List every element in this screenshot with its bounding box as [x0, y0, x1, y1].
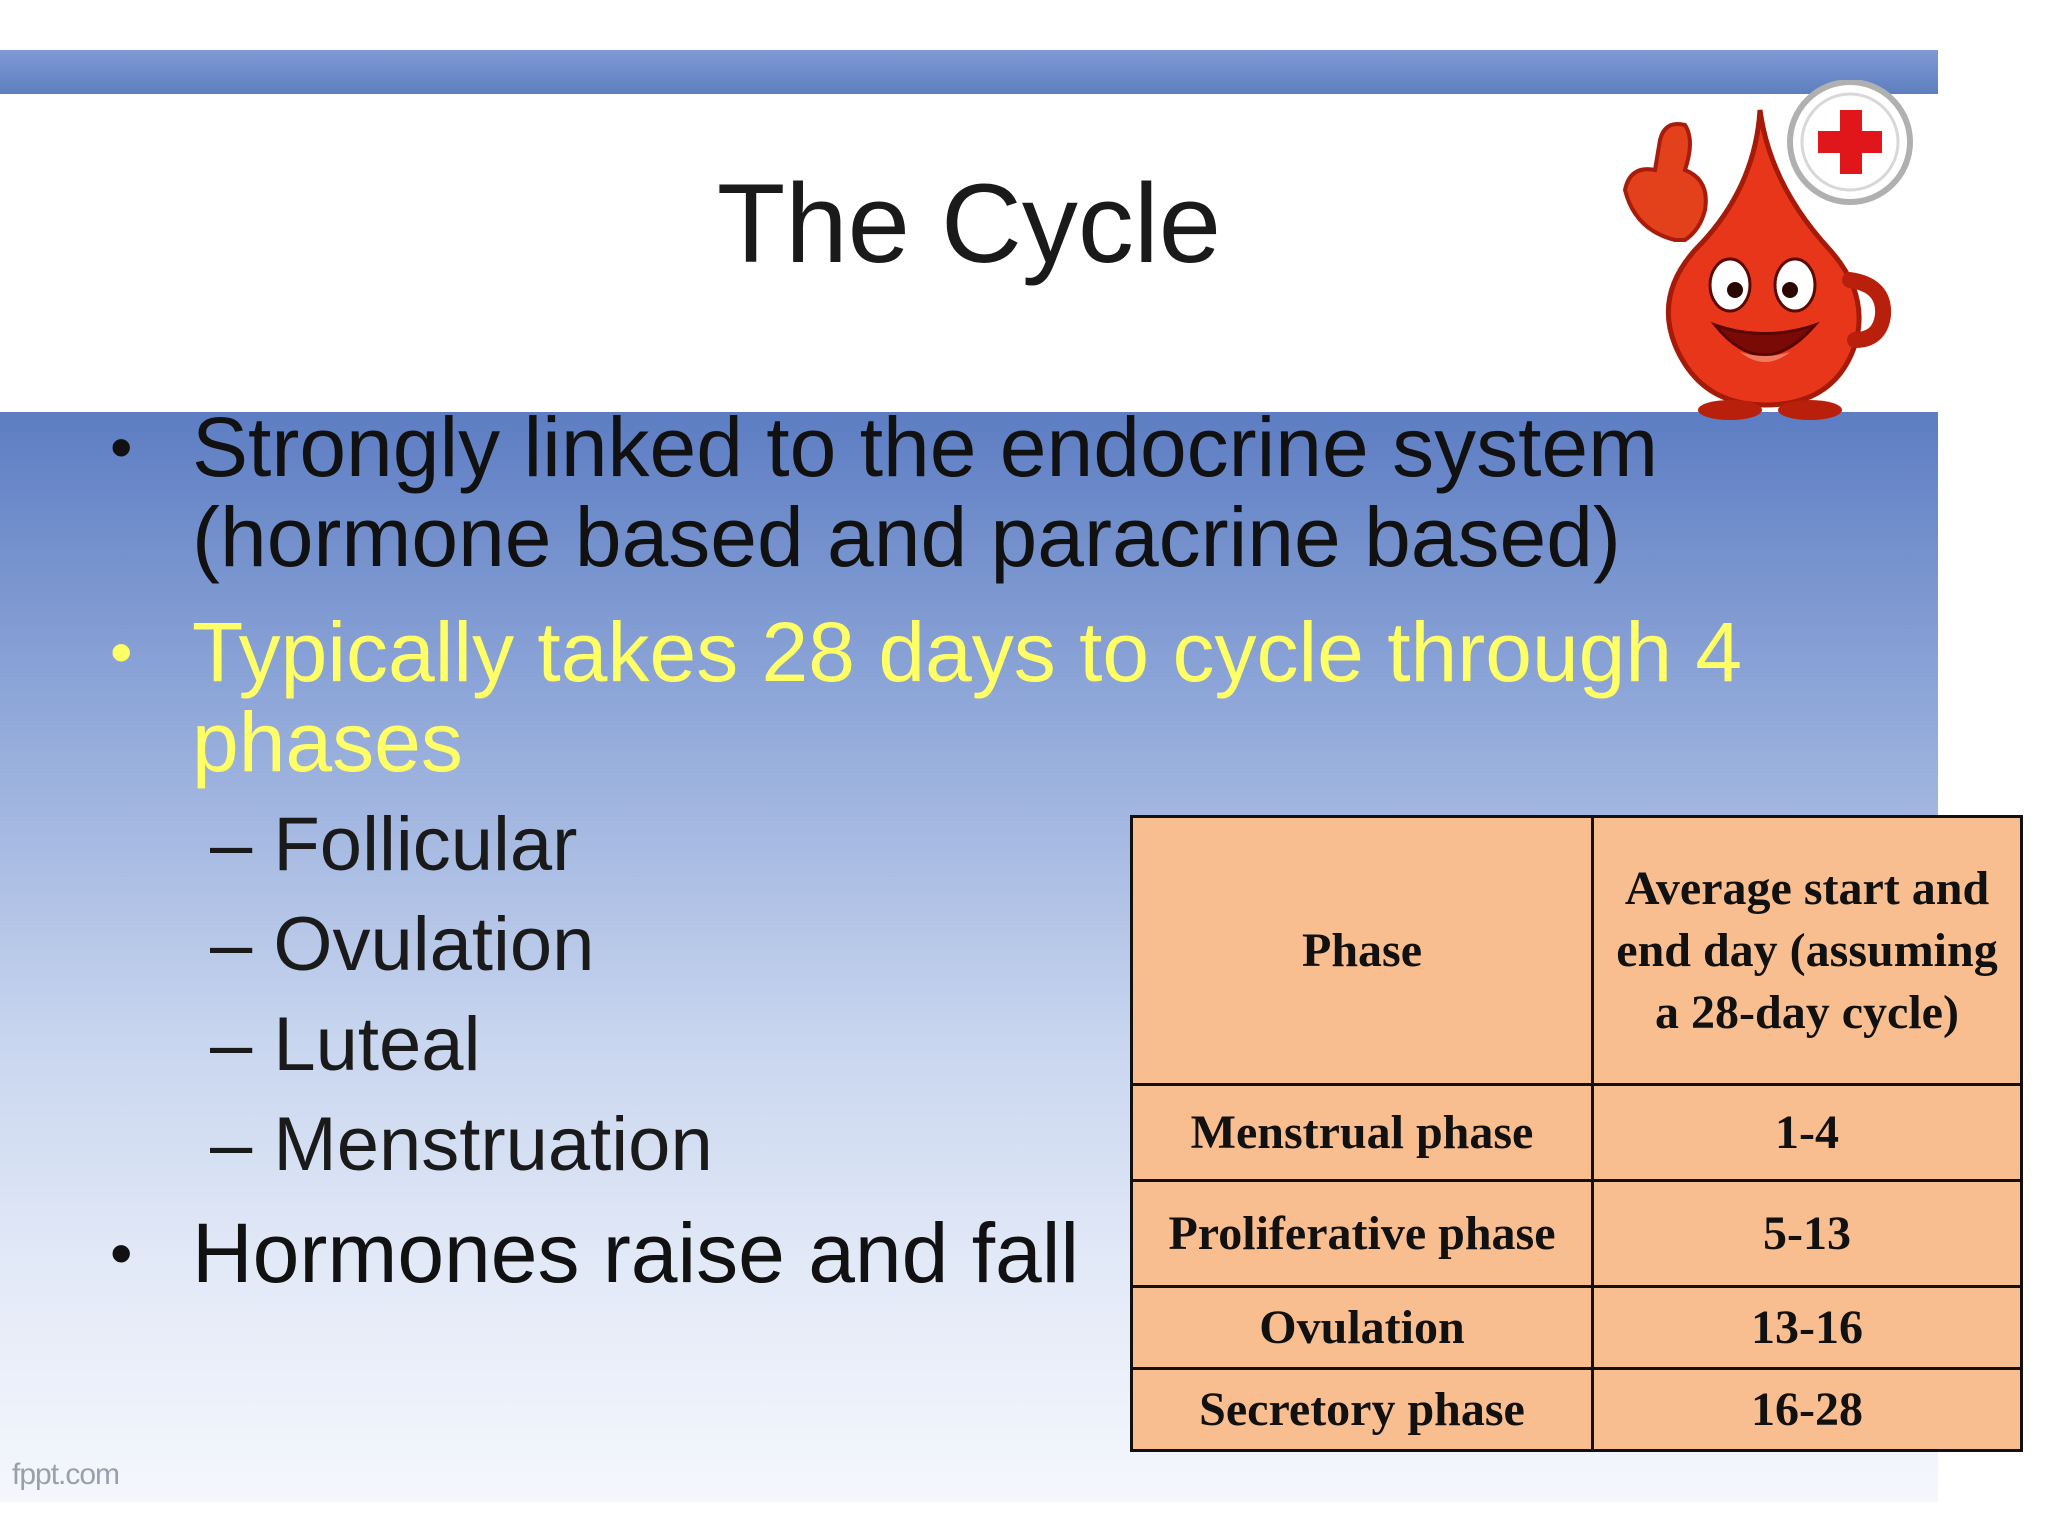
cell-days: 1-4: [1593, 1085, 2022, 1181]
cell-days: 5-13: [1593, 1181, 2022, 1287]
subitem-ovulation: – Ovulation: [210, 902, 595, 987]
subitem-menstruation: – Menstruation: [210, 1102, 713, 1187]
subitem-follicular: – Follicular: [210, 802, 578, 887]
footer-watermark: fppt.com: [12, 1458, 120, 1491]
table-row: [1132, 1181, 2022, 1287]
header-days: Average start and end day (assuming a 28-day cycle): [1593, 817, 2022, 1085]
subitem-luteal: – Luteal: [210, 1002, 481, 1087]
slide-title: The Cycle: [716, 161, 1222, 286]
blood-drop-mascot-icon: [1525, 80, 1935, 420]
cell-phase: Menstrual phase: [1132, 1085, 1593, 1181]
cell-days: 16-28: [1593, 1369, 2022, 1451]
cell-days: 13-16: [1593, 1287, 2022, 1369]
bullet-text: Typically takes 28 days to cycle through 4 phases: [192, 605, 1743, 789]
table-row: [1132, 1085, 2022, 1181]
cell-phase: Proliferative phase: [1132, 1181, 1593, 1287]
bullet-marker: •: [110, 616, 133, 688]
bullet-text: Strongly linked to the endocrine system (hormone based and paracrine based): [192, 400, 1659, 584]
cell-phase: Secretory phase: [1132, 1369, 1593, 1451]
table-header-row: [1132, 817, 2022, 1085]
bullet-text: Hormones raise and fall: [192, 1206, 1080, 1300]
table-row: [1132, 1287, 2022, 1369]
phase-table: [1130, 815, 2023, 1452]
bullet-marker: •: [110, 411, 133, 483]
header-phase: Phase: [1132, 817, 1593, 1085]
bullet-marker: •: [110, 1217, 133, 1289]
table-row: [1132, 1369, 2022, 1451]
red-cross-icon: [1790, 82, 1910, 202]
cell-phase: Ovulation: [1132, 1287, 1593, 1369]
